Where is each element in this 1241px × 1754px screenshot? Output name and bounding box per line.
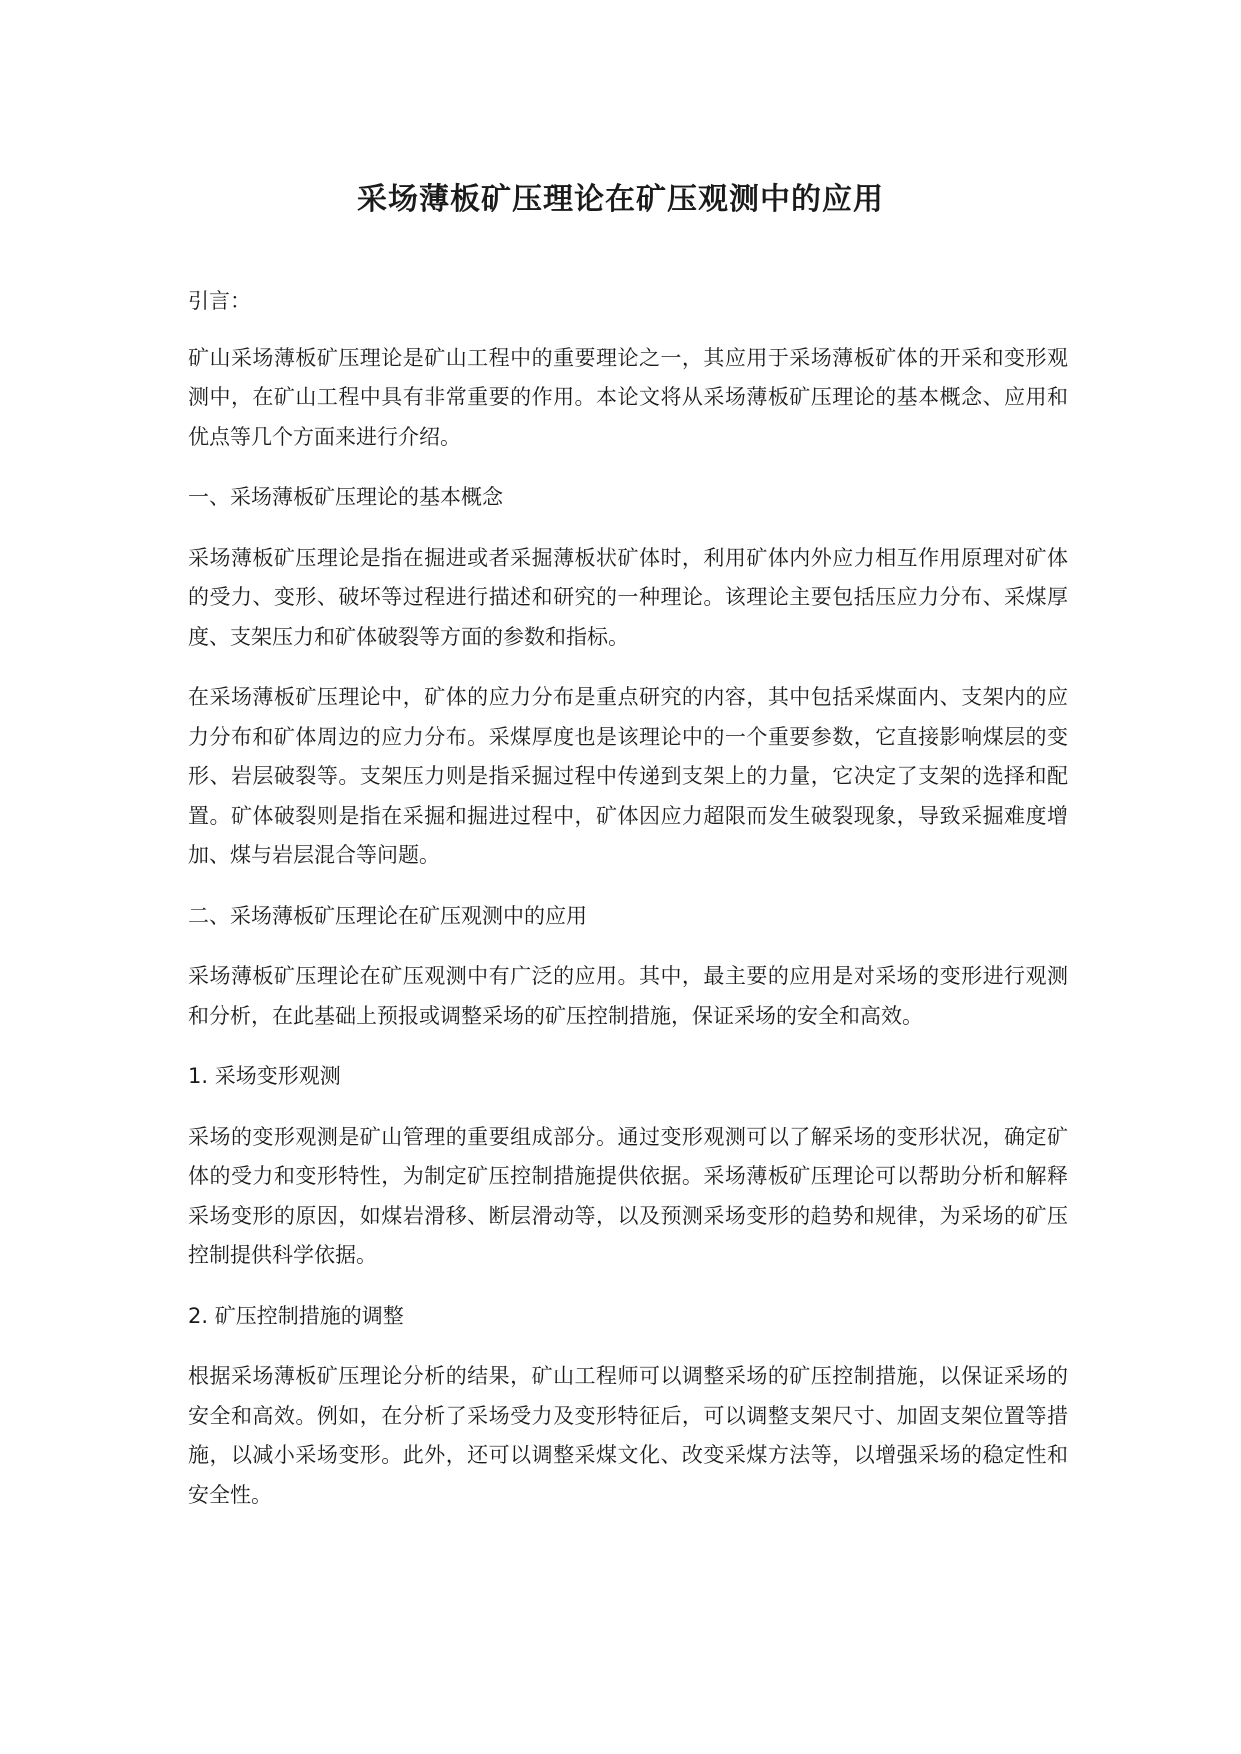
document-title: 采场薄板矿压理论在矿压观测中的应用 [357,182,884,217]
intro-label: 引言： [188,289,251,313]
section-1-paragraph-2: 在采场薄板矿压理论中，矿体的应力分布是重点研究的内容，其中包括采煤面内、支架内的应力分布和矿体周边的应力分布。采煤厚度也是该理论中的一个重要参数，它直接影响煤层的变形、岩层破裂等。支架压力则是指采掘过程中传递到支架上的力量，它决定了支架的选择和配置。矿体破裂则是指在采掘和掘进过程中，矿体因应力超限而发生破裂现象，导致采掘难度增加、煤与岩层混合等问题。 [188,685,1068,867]
section-heading-1: 一、采场薄板矿压理论的基本概念 [188,485,503,509]
document-body [188,282,1068,1536]
subsection-heading-2: 2. 矿压控制措施的调整 [188,1303,404,1328]
subsection-2-paragraph: 根据采场薄板矿压理论分析的结果，矿山工程师可以调整采场的矿压控制措施，以保证采场的安全和高效。例如，在分析了采场受力及变形特征后，可以调整支架尺寸、加固支架位置等措施，以减小采场变形。此外，还可以调整采煤文化、改变采煤方法等，以增强采场的稳定性和安全性。 [188,1364,1068,1507]
section-2-paragraph-1: 采场薄板矿压理论在矿压观测中有广泛的应用。其中，最主要的应用是对采场的变形进行观测和分析，在此基础上预报或调整采场的矿压控制措施，保证采场的安全和高效。 [188,964,1068,1028]
section-1-paragraph-1: 采场薄板矿压理论是指在掘进或者采掘薄板状矿体时，利用矿体内外应力相互作用原理对矿体的受力、变形、破坏等过程进行描述和研究的一种理论。该理论主要包括压应力分布、采煤厚度、支架压力和矿体破裂等方面的参数和指标。 [188,545,1068,649]
subsection-1-paragraph: 采场的变形观测是矿山管理的重要组成部分。通过变形观测可以了解采场的变形状况，确定矿体的受力和变形特性，为制定矿压控制措施提供依据。采场薄板矿压理论可以帮助分析和解释采场变形的原因，如煤岩滑移、断层滑动等，以及预测采场变形的趋势和规律，为采场的矿压控制提供科学依据。 [188,1124,1068,1267]
intro-paragraph: 矿山采场薄板矿压理论是矿山工程中的重要理论之一，其应用于采场薄板矿体的开采和变形观测中，在矿山工程中具有非常重要的作用。本论文将从采场薄板矿压理论的基本概念、应用和优点等几个方面来进行介绍。 [188,345,1068,449]
subsection-heading-1: 1. 采场变形观测 [188,1064,341,1088]
section-heading-2: 二、采场薄板矿压理论在矿压观测中的应用 [188,903,587,928]
